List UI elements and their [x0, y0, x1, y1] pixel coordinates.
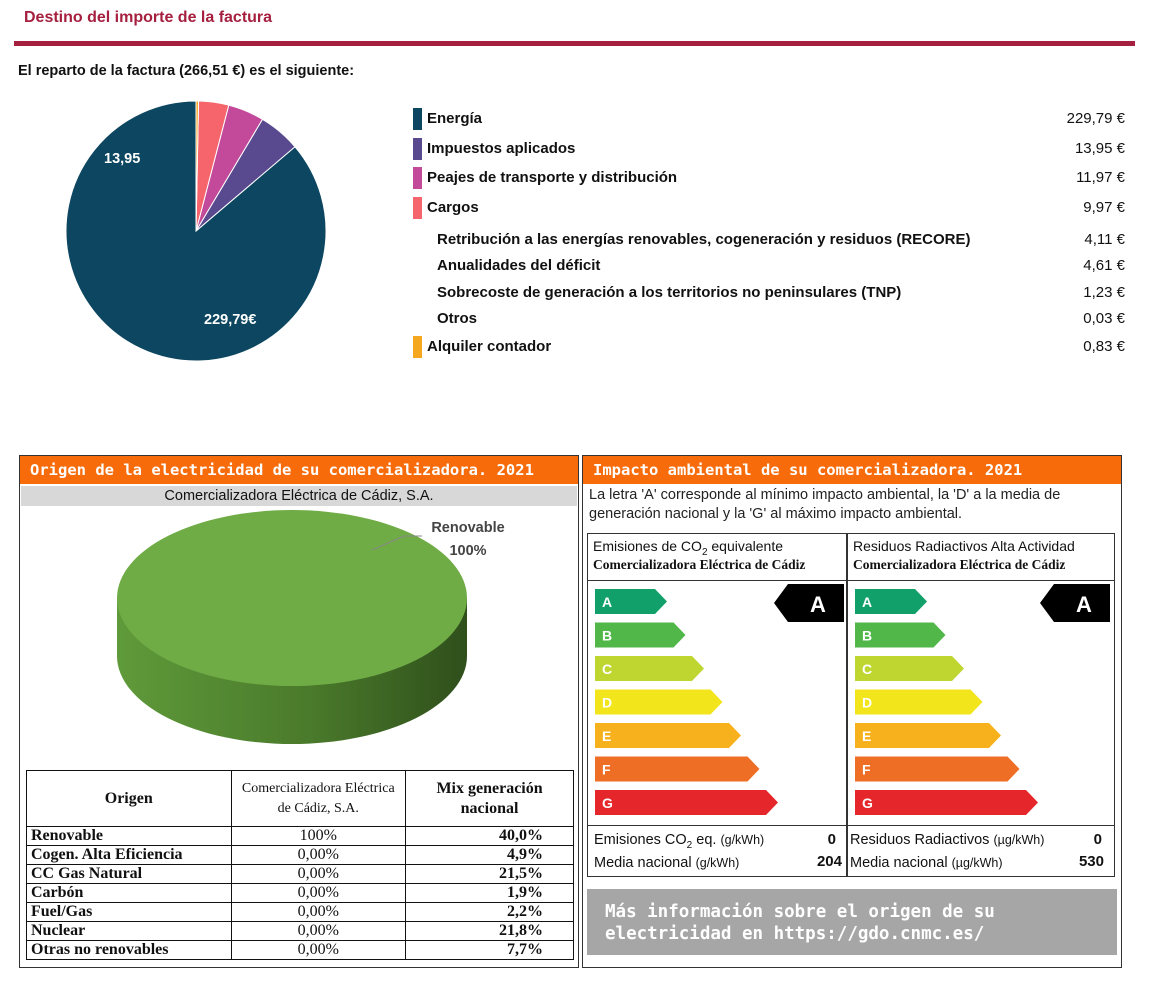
- rating-letter-f: F: [602, 761, 611, 778]
- table-cell-origen: Carbón: [27, 884, 232, 903]
- table-cell-origen: Renovable: [27, 827, 232, 846]
- legend-item: [413, 336, 1125, 358]
- table-cell-nacional: 21,5%: [406, 865, 574, 884]
- legend-swatch: [413, 167, 422, 189]
- section-title: Destino del importe de la factura: [24, 9, 273, 26]
- table-cell-nacional: 4,9%: [406, 846, 574, 865]
- table-row: [27, 922, 574, 941]
- co2-title: Emisiones de $CO_2$ equivalente: [593, 538, 784, 558]
- legend-value: 4,61 €: [1083, 257, 1125, 274]
- legend-label: Anualidades del déficit: [437, 257, 601, 274]
- more-info-banner: Más información sobre el origen de su electricidad en https://gdo.cnmc.es/: [587, 889, 1117, 955]
- rating-letter-a: A: [862, 594, 873, 610]
- radio-media-label: Media nacional (µg/kWh): [850, 855, 1003, 871]
- legend-subitem: [413, 282, 1125, 304]
- rating-marker: [774, 584, 844, 622]
- pie-data-label-taxes: 13,95: [104, 151, 141, 167]
- table-header-mix-nacional: Mix generación nacional: [406, 771, 574, 827]
- table-cell-nacional: 21,8%: [406, 922, 574, 941]
- legend-swatch: [413, 197, 422, 219]
- table-cell-comercializadora: 0,00%: [231, 922, 406, 941]
- legend-item: [413, 167, 1125, 189]
- table-row: [27, 827, 574, 846]
- rating-marker-letter: A: [810, 592, 826, 617]
- rating-bar-e: [855, 723, 1001, 748]
- radio-residuos-label: Residuos Radiactivos (µg/kWh): [850, 832, 1045, 848]
- table-cell-comercializadora: 0,00%: [231, 865, 406, 884]
- table-row: [27, 846, 574, 865]
- table-row: [27, 903, 574, 922]
- rating-letter-g: G: [602, 795, 613, 811]
- origin-mix-table: [26, 770, 574, 960]
- table-cell-nacional: 7,7%: [406, 941, 574, 960]
- table-cell-comercializadora: 0,00%: [231, 846, 406, 865]
- co2-media-label: Media nacional (g/kWh): [594, 855, 740, 871]
- legend-item: [413, 138, 1125, 160]
- legend-label: Retribución a las energías renovables, cogeneración y residuos (RECORE): [437, 231, 971, 248]
- origin-pie-value-label: 100%: [449, 543, 487, 559]
- legend-label: Alquiler contador: [427, 338, 552, 355]
- radio-title: Residuos Radiactivos Alta Actividad: [853, 538, 1075, 554]
- radio-rating-scale: [848, 581, 1114, 827]
- co2-values-box: [587, 825, 847, 877]
- rating-letter-a: A: [602, 594, 613, 610]
- radio-scale-box: [847, 580, 1115, 828]
- rating-marker: [1040, 584, 1110, 622]
- rating-letter-d: D: [862, 694, 873, 711]
- impact-description: La letra 'A' corresponde al mínimo impacto ambiental, la 'D' a la media de generación nacional y la 'G' al máximo impacto ambiental.: [589, 487, 1061, 522]
- table-cell-origen: Nuclear: [27, 922, 232, 941]
- rating-bar-g: [595, 790, 778, 815]
- legend-value: 13,95 €: [1074, 140, 1125, 157]
- legend-item: [413, 197, 1125, 219]
- legend-label: Energía: [427, 110, 483, 127]
- legend-subitem: [413, 255, 1125, 277]
- legend-label: Impuestos aplicados: [427, 140, 576, 157]
- origin-panel-title: Origen de la electricidad de su comercializadora. 2021: [20, 456, 578, 484]
- legend-label: Peajes de transporte y distribución: [427, 169, 678, 186]
- rating-letter-b: B: [602, 627, 613, 644]
- table-cell-origen: CC Gas Natural: [27, 865, 232, 884]
- rating-bar-d: [595, 690, 723, 715]
- rating-letter-b: B: [862, 627, 873, 644]
- legend-value: 0,83 €: [1083, 338, 1125, 355]
- legend-value: 0,03 €: [1083, 310, 1125, 327]
- legend-subitem: [413, 229, 1125, 251]
- rating-letter-e: E: [862, 728, 872, 744]
- table-cell-origen: Cogen. Alta Eficiencia: [27, 846, 232, 865]
- invoice-split-intro: El reparto de la factura (266,51 €) es el siguiente:: [18, 63, 355, 79]
- table-cell-comercializadora: 0,00%: [231, 903, 406, 922]
- table-cell-origen: Otras no renovables: [27, 941, 232, 960]
- table-cell-origen: Fuel/Gas: [27, 903, 232, 922]
- co2-scale-box: [587, 580, 847, 828]
- impact-panel-title: Impacto ambiental de su comercializadora. 2021: [583, 456, 1121, 484]
- origin-panel: [19, 455, 579, 968]
- legend-subitem: [413, 308, 1125, 330]
- table-header-origen: Origen: [27, 771, 232, 827]
- radio-box-header: [847, 533, 1115, 583]
- legend-swatch: [413, 336, 422, 358]
- rating-bar-g: [855, 790, 1038, 815]
- rating-letter-g: G: [862, 795, 873, 811]
- table-cell-comercializadora: 100%: [231, 827, 406, 846]
- co2-box-header: [587, 533, 847, 583]
- legend-label: Otros: [437, 310, 478, 327]
- legend-value: 9,97 €: [1083, 199, 1125, 216]
- radio-values-box: [847, 825, 1115, 877]
- table-header-comercializadora: Comercializadora Eléctrica de Cádiz, S.A.: [231, 771, 406, 827]
- table-cell-nacional: 2,2%: [406, 903, 574, 922]
- legend-value: 4,11 €: [1084, 231, 1125, 248]
- invoice-pie-chart: [60, 95, 332, 367]
- radio-residuos-value: 0: [1093, 831, 1102, 848]
- legend-label: Sobrecoste de generación a los territorios no peninsulares (TNP): [437, 284, 902, 301]
- impact-panel: [582, 455, 1122, 968]
- rating-letter-c: C: [862, 661, 873, 677]
- pie-data-label-energy: 229,79€: [204, 312, 257, 328]
- co2-media-value: 204: [816, 853, 842, 870]
- legend-value: 229,79 €: [1066, 110, 1125, 127]
- legend-item: [413, 108, 1125, 130]
- table-row: [27, 865, 574, 884]
- rating-letter-f: F: [862, 761, 871, 778]
- section-divider: [14, 41, 1135, 46]
- rating-bar-f: [595, 757, 760, 782]
- co2-emissions-value: 0: [827, 831, 836, 848]
- legend-swatch: [413, 108, 422, 130]
- origin-pie-category-label: Renovable: [431, 520, 505, 536]
- table-row: [27, 884, 574, 903]
- co2-emissions-label: Emisiones $CO_2$ eq. (g/kWh): [594, 832, 765, 851]
- table-row: [27, 941, 574, 960]
- table-cell-comercializadora: 0,00%: [231, 941, 406, 960]
- legend-label: Cargos: [427, 199, 479, 216]
- rating-marker-letter: A: [1076, 592, 1092, 617]
- co2-company: Comercializadora Eléctrica de Cádiz: [593, 557, 806, 572]
- origin-pie-chart: [20, 506, 578, 766]
- radio-company: Comercializadora Eléctrica de Cádiz: [853, 557, 1066, 572]
- co2-rating-scale: [588, 581, 846, 827]
- table-cell-nacional: 1,9%: [406, 884, 574, 903]
- rating-bar-d: [855, 690, 983, 715]
- rating-letter-c: C: [602, 661, 613, 677]
- table-cell-comercializadora: 0,00%: [231, 884, 406, 903]
- rating-letter-e: E: [602, 728, 612, 744]
- rating-bar-e: [595, 723, 741, 748]
- rating-letter-d: D: [602, 694, 613, 711]
- legend-swatch: [413, 138, 422, 160]
- legend-value: 11,97 €: [1076, 169, 1125, 186]
- rating-bar-f: [855, 757, 1020, 782]
- table-cell-nacional: 40,0%: [406, 827, 574, 846]
- origin-company-name: Comercializadora Eléctrica de Cádiz, S.A.: [21, 486, 577, 506]
- legend-value: 1,23 €: [1083, 284, 1125, 301]
- radio-media-value: 530: [1078, 853, 1104, 870]
